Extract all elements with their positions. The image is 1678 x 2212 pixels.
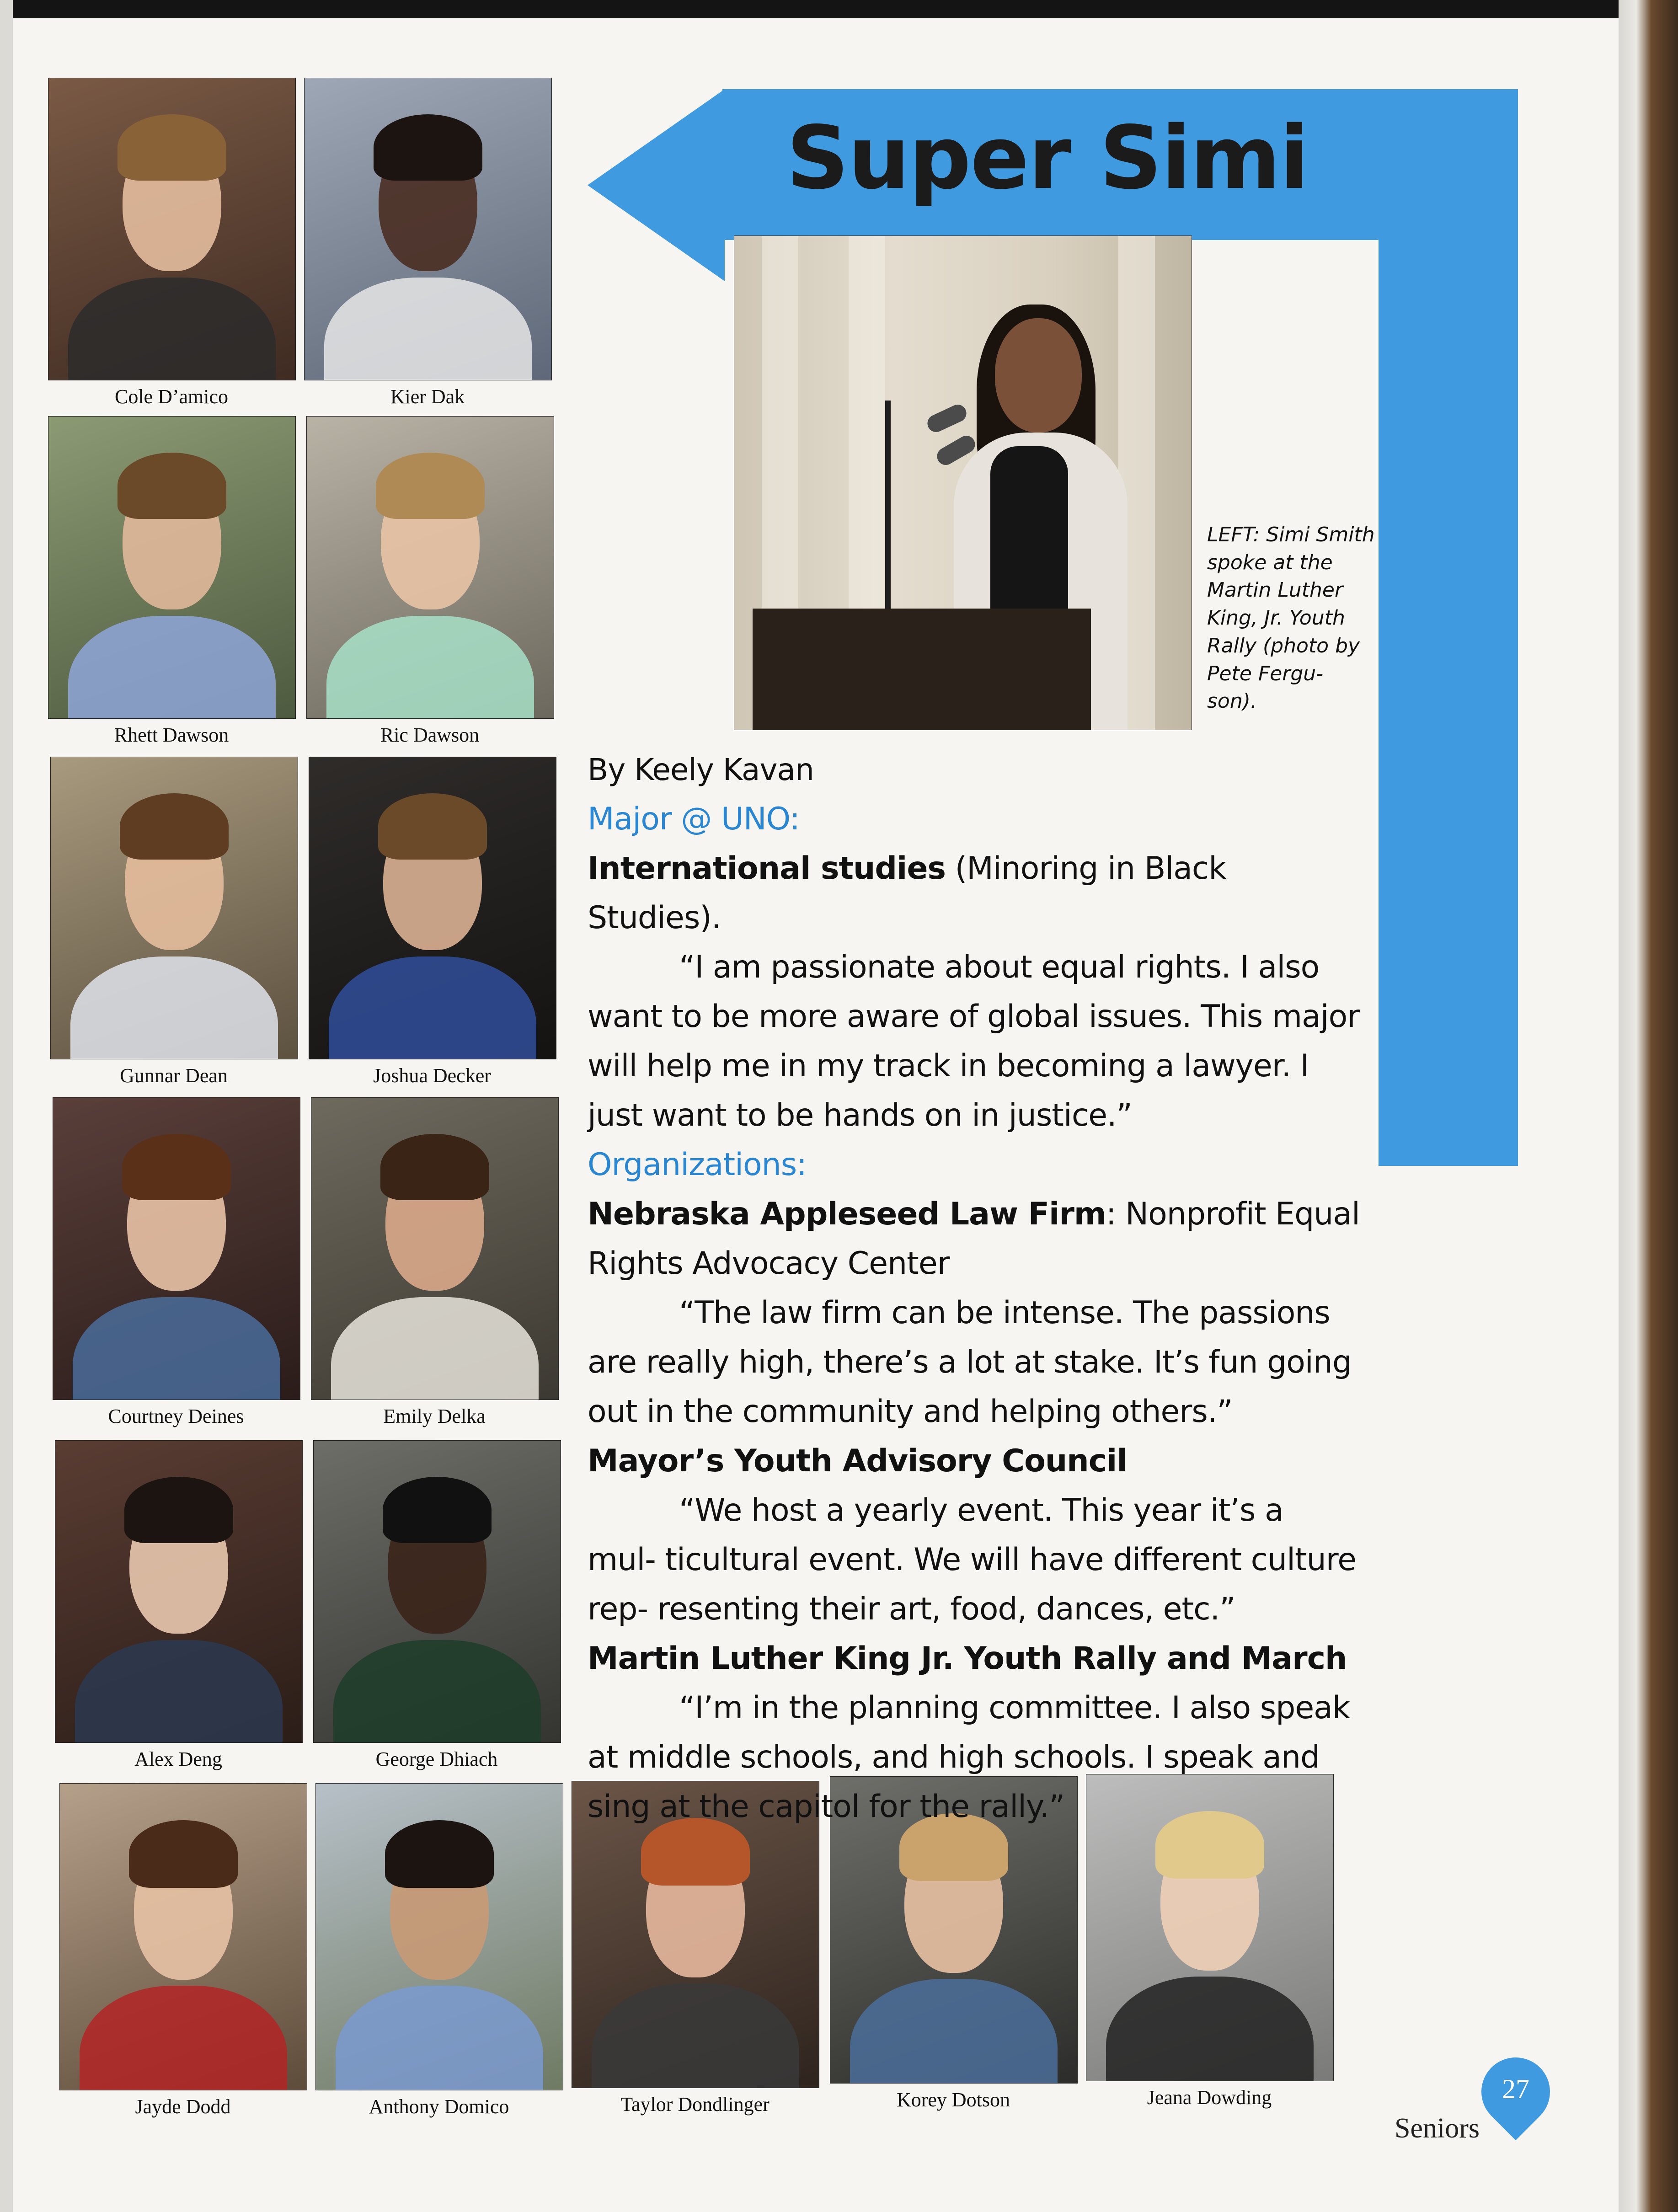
- org2-quote: “We host a yearly event. This year it’s a mul- ticultural event. We will have different culture rep- resenting their art, food, dances, etc.”: [588, 1492, 1357, 1627]
- portrait-card: [313, 1440, 560, 1774]
- org3-name: Martin Luther King Jr. Youth Rally and March: [588, 1640, 1347, 1677]
- banner-side-bar: [1379, 89, 1518, 1166]
- portrait-name: Taylor Dondlinger: [620, 2093, 770, 2116]
- section-label: Seniors: [1395, 2113, 1480, 2144]
- org1-quote: “The law firm can be intense. The passions are really high, there’s a lot at stake. It’s fun going out in the community and helping others.”: [588, 1295, 1352, 1430]
- portrait-name: George Dhiach: [375, 1748, 498, 1770]
- portrait-card: [48, 78, 295, 411]
- portrait-photo: [53, 1097, 300, 1400]
- portrait-photo: [59, 1783, 307, 2090]
- major-detail: (Minoring in Black Studies).: [588, 850, 1226, 936]
- photo-caption: LEFT: Simi Smith spoke at the Martin Luther King, Jr. Youth Rally (photo by Pete Fergu- son).: [1207, 523, 1375, 713]
- portrait-name: Alex Deng: [134, 1748, 222, 1770]
- organizations-heading: Organizations:: [588, 1147, 807, 1183]
- scan-top-edge: [0, 0, 1678, 18]
- scan-left-edge: [0, 0, 13, 2212]
- scan-right-edge: [1619, 0, 1678, 2212]
- portrait-name: Emily Delka: [383, 1405, 486, 1427]
- portrait-card: [315, 1783, 562, 2121]
- portrait-card: [304, 78, 551, 411]
- portrait-card: [50, 757, 297, 1090]
- portrait-card: [306, 416, 553, 750]
- portrait-card: [311, 1097, 558, 1431]
- portrait-name: Cole D’amico: [114, 385, 229, 408]
- page-number: 27: [1502, 2074, 1529, 2104]
- portrait-photo: [313, 1440, 561, 1743]
- portrait-card: [309, 757, 556, 1090]
- portrait-photo: [55, 1440, 303, 1743]
- portrait-photo: [306, 416, 554, 719]
- portrait-photo: [309, 757, 556, 1059]
- portrait-card: [48, 416, 295, 750]
- portrait-card: [572, 1781, 818, 2119]
- org2-name: Mayor’s Youth Advisory Council: [588, 1443, 1127, 1479]
- portrait-card: [55, 1440, 302, 1774]
- org1-name: Nebraska Appleseed Law Firm: [588, 1196, 1106, 1232]
- portrait-name: Korey Dotson: [896, 2089, 1010, 2111]
- portrait-photo: [304, 78, 552, 380]
- portrait-name: Rhett Dawson: [114, 724, 229, 746]
- org1-line: [588, 1190, 1360, 1288]
- portrait-name: Joshua Decker: [373, 1064, 491, 1087]
- major-name: International studies: [588, 850, 946, 887]
- byline: By Keely Kavan: [588, 752, 814, 787]
- portrait-photo: [50, 757, 298, 1059]
- major-quote: “I am passionate about equal rights. I also want to be more aware of global issues. This major will help me in my track in becoming a lawyer. I just want to be hands on in justice.”: [588, 949, 1360, 1133]
- org3-quote: “I’m in the planning committee. I also speak at middle schools, and high schools. I speak and sing at the capitol for the rally.”: [588, 1690, 1350, 1825]
- portrait-name: Gunnar Dean: [120, 1064, 228, 1087]
- portrait-photo: [48, 78, 296, 380]
- portrait-name: Ric Dawson: [380, 724, 480, 746]
- feature-photo: [734, 235, 1192, 730]
- portrait-photo: [48, 416, 296, 719]
- portrait-name: Jeana Dowding: [1147, 2086, 1272, 2109]
- portrait-photo: [311, 1097, 559, 1400]
- portrait-photo: [315, 1783, 563, 2090]
- portrait-name: Anthony Domico: [369, 2095, 509, 2118]
- banner-arrow: [588, 89, 725, 281]
- portrait-name: Kier Dak: [390, 385, 465, 408]
- article-body: [588, 745, 1360, 1832]
- portrait-name: Courtney Deines: [108, 1405, 244, 1427]
- major-heading: Major @ UNO:: [588, 801, 800, 837]
- portrait-card: [59, 1783, 306, 2121]
- org1-detail: : Nonprofit Equal Rights Advocacy Center: [588, 1196, 1360, 1282]
- portrait-card: [53, 1097, 299, 1431]
- feature-title: Super Simi: [786, 107, 1309, 208]
- major-line: [588, 844, 1360, 943]
- portrait-name: Jayde Dodd: [135, 2095, 231, 2118]
